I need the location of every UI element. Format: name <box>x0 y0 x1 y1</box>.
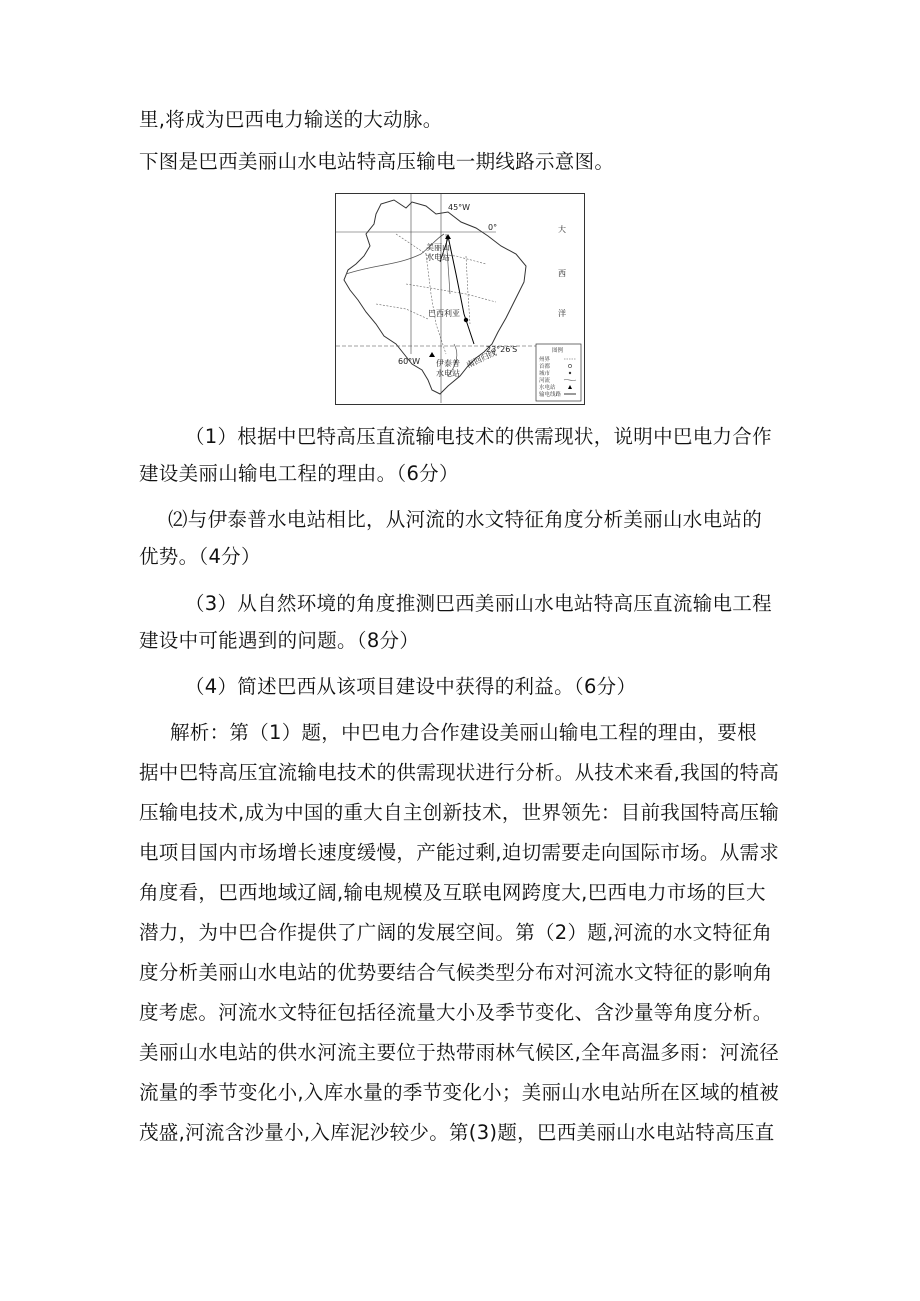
intro-line-1: 里,将成为巴西电力输送的大动脉。 <box>139 108 443 131</box>
analysis-line: 茂盛,河流含沙量小,入库泥沙较少。第(3)题，巴西美丽山水电站特高压直 <box>139 1121 775 1144</box>
analysis-line: 据中巴特高压宜流输电技术的供需现状进行分析。从技术来看,我国的特高 <box>139 761 780 784</box>
question-1-line-2: 建设美丽山输电工程的理由。（6分） <box>139 462 459 485</box>
label-capricorn: 南回归线 <box>465 348 498 370</box>
label-equator: 0° <box>488 223 498 232</box>
analysis-line: 流量的季节变化小,入库水量的季节变化小；美丽山水电站所在区域的植被 <box>139 1081 780 1104</box>
analysis-line: 度考虑。河流水文特征包括径流量大小及季节变化、含沙量等角度分析。 <box>139 1001 773 1024</box>
brazil-map-figure <box>335 193 585 405</box>
legend-item: 城市 <box>539 371 551 377</box>
label-ocean-1: 大 <box>558 225 566 234</box>
analysis-line: 压输电技术,成为中国的重大自主创新技术，世界领先：目前我国特高压输 <box>139 801 780 824</box>
analysis-line: 角度看，巴西地域辽阔,输电规模及互联电网跨度大,巴西电力市场的巨大 <box>139 881 766 904</box>
label-itaipu-2: 水电站 <box>436 369 460 378</box>
question-3-line-2: 建设中可能遇到的问题。（8分） <box>139 629 420 652</box>
label-45w: 45°W <box>448 203 471 212</box>
label-ocean-2: 西 <box>558 269 566 278</box>
label-itaipu-1: 伊泰普 <box>436 359 460 368</box>
legend-item: 河流 <box>539 378 551 384</box>
legend-item: 州界 <box>539 357 551 363</box>
label-tropic: 23°26′S <box>486 345 518 354</box>
legend-item: 首都 <box>539 364 551 370</box>
brazil-map-svg <box>336 194 583 403</box>
label-belo-monte-1: 美丽山 <box>426 243 450 252</box>
map-legend <box>536 344 581 401</box>
label-belo-monte-2: 水电站 <box>426 253 450 262</box>
analysis-line: 潜力，为中巴合作提供了广阔的发展空间。第（2）题,河流的水文特征角 <box>139 921 773 944</box>
question-3-line-1: （3）从自然环境的角度推测巴西美丽山水电站特高压直流输电工程 <box>185 592 772 615</box>
label-ocean-3: 洋 <box>558 309 566 318</box>
analysis-line: 解析：第（1）题，中巴电力合作建设美丽山输电工程的理由，要根 <box>170 721 757 744</box>
analysis-line: 度分析美丽山水电站的优势要结合气候类型分布对河流水文特征的影响角 <box>139 961 773 984</box>
intro-line-2: 下图是巴西美丽山水电站特高压输电一期线路示意图。 <box>139 150 615 173</box>
legend-item: 水电站 <box>539 385 556 391</box>
legend-title: 图例 <box>552 348 564 354</box>
brazil-outline <box>344 200 526 394</box>
analysis-line: 电项目国内市场增长速度缓慢，产能过剩,迫切需要走向国际市场。从需求 <box>139 841 780 864</box>
question-2-line-1: ⑵与伊泰普水电站相比，从河流的水文特征角度分析美丽山水电站的 <box>168 508 763 531</box>
legend-item: 输电线路 <box>539 392 562 398</box>
analysis-line: 美丽山水电站的供水河流主要位于热带雨林气候区,全年高温多雨：河流径 <box>139 1041 780 1064</box>
question-2-line-2: 优势。（4分） <box>139 545 261 568</box>
label-60w: 60°W <box>398 357 421 366</box>
question-1-line-1: （1）根据中巴特高压直流输电技术的供需现状，说明中巴电力合作 <box>185 425 772 448</box>
label-brasilia: 巴西利亚 <box>428 309 460 318</box>
question-4-line-1: （4）简述巴西从该项目建设中获得的利益。（6分） <box>185 675 637 698</box>
